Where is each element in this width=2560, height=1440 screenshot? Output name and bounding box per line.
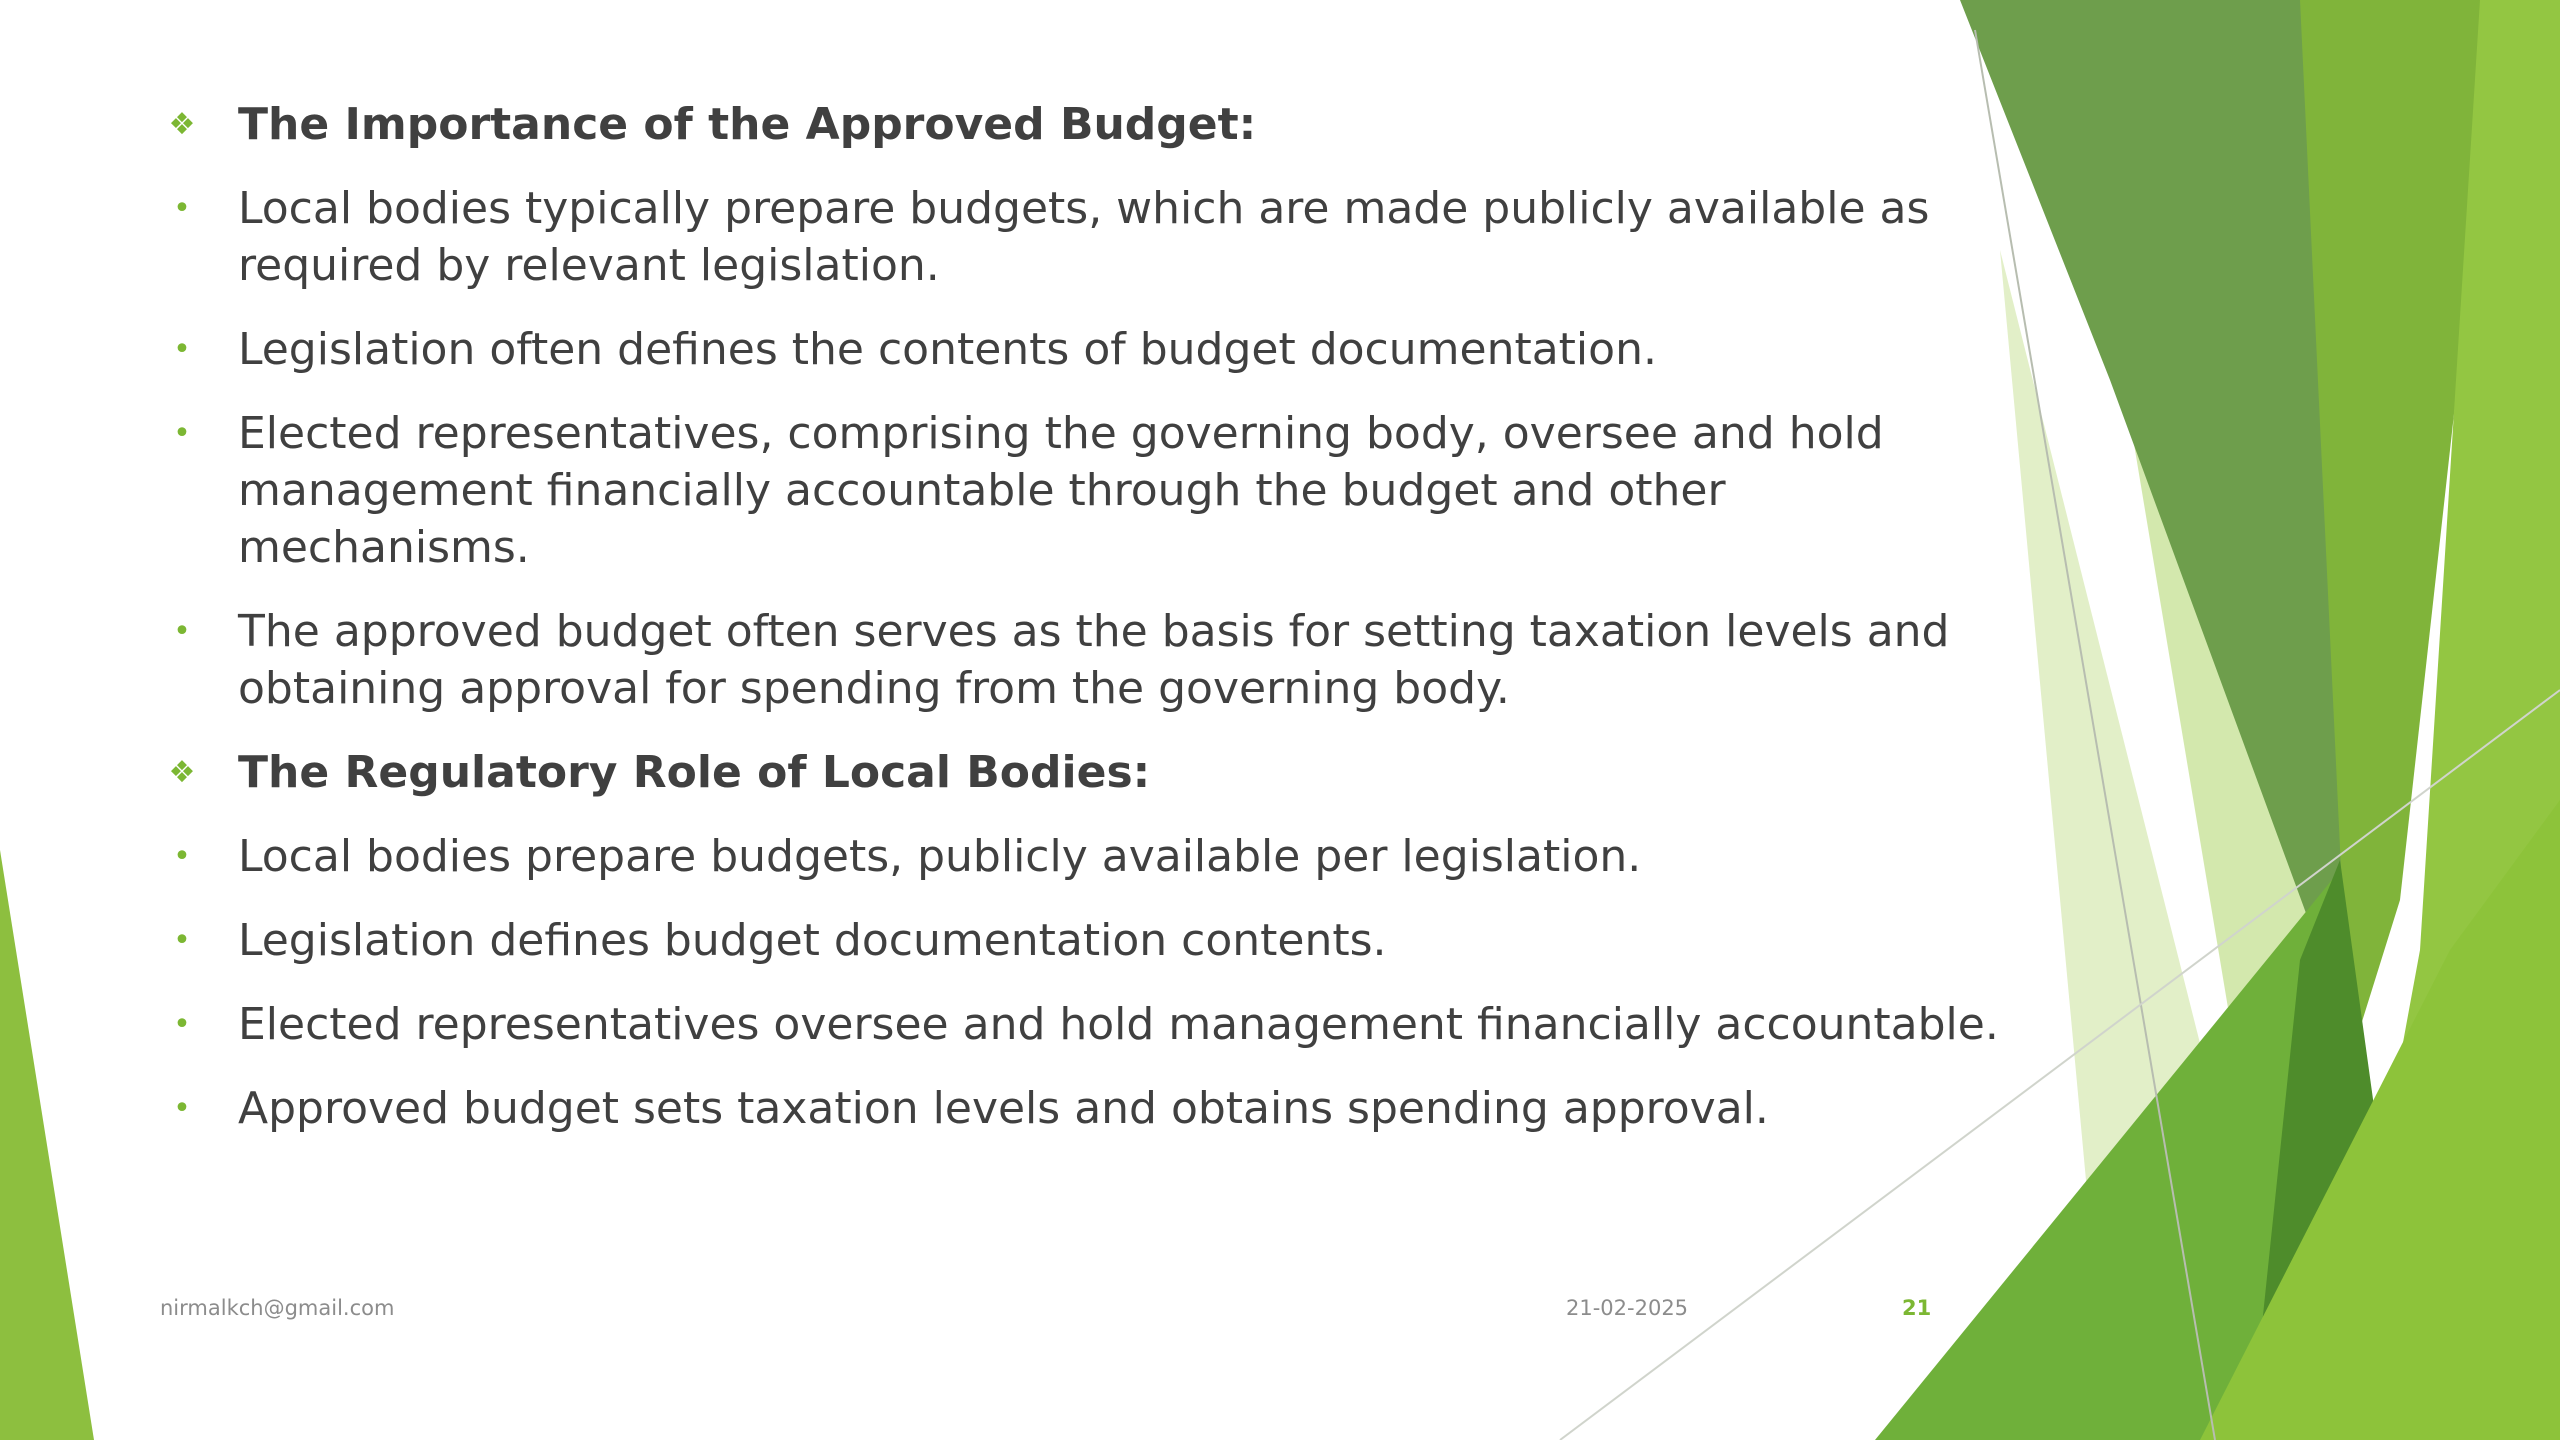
bullet-item — [160, 912, 2020, 969]
section-heading-importance — [160, 96, 2020, 153]
dot-icon: • — [173, 191, 191, 226]
bullet-item — [160, 1080, 2020, 1137]
bullet-item — [160, 321, 2020, 378]
slide-content — [160, 96, 2020, 1164]
dot-icon: • — [173, 614, 191, 649]
dot-icon: • — [173, 1091, 191, 1126]
bullet-text: Elected representatives oversee and hold management financially accountable. — [238, 999, 1999, 1050]
bullet-text: Local bodies typically prepare budgets, which are made publicly available as required by relevant legislation. — [238, 183, 1930, 291]
dot-icon: • — [173, 416, 191, 451]
footer-date: 21-02-2025 — [1566, 1296, 1689, 1320]
dot-icon: • — [173, 332, 191, 367]
bullet-text: Legislation defines budget documentation contents. — [238, 915, 1387, 966]
diamond-cluster-icon: ❖ — [168, 107, 196, 142]
bullet-text: Approved budget sets taxation levels and obtains spending approval. — [238, 1083, 1769, 1134]
bullet-item — [160, 603, 2020, 717]
diamond-cluster-icon: ❖ — [168, 755, 196, 790]
footer-email: nirmalkch@gmail.com — [160, 1296, 395, 1320]
section-heading-text: The Regulatory Role of Local Bodies: — [238, 747, 1151, 798]
bullet-item — [160, 180, 2020, 294]
bullet-text: Local bodies prepare budgets, publicly available per legislation. — [238, 831, 1642, 882]
left-green-sliver — [0, 850, 94, 1440]
bullet-text: Elected representatives, comprising the governing body, oversee and hold management financially accountable through the budget and other mechanisms. — [238, 408, 1884, 573]
dot-icon: • — [173, 923, 191, 958]
bullet-item — [160, 828, 2020, 885]
section-heading-regulatory — [160, 744, 2020, 801]
bullet-item — [160, 996, 2020, 1053]
bullet-text: The approved budget often serves as the basis for setting taxation levels and obtaining approval for spending from the governing body. — [238, 606, 1950, 714]
slide-page-number: 21 — [1902, 1296, 1932, 1320]
section-heading-text: The Importance of the Approved Budget: — [238, 99, 1257, 150]
bullet-text: Legislation often defines the contents of budget documentation. — [238, 324, 1657, 375]
bullet-item — [160, 405, 2020, 576]
dot-icon: • — [173, 1007, 191, 1042]
dot-icon: • — [173, 839, 191, 874]
